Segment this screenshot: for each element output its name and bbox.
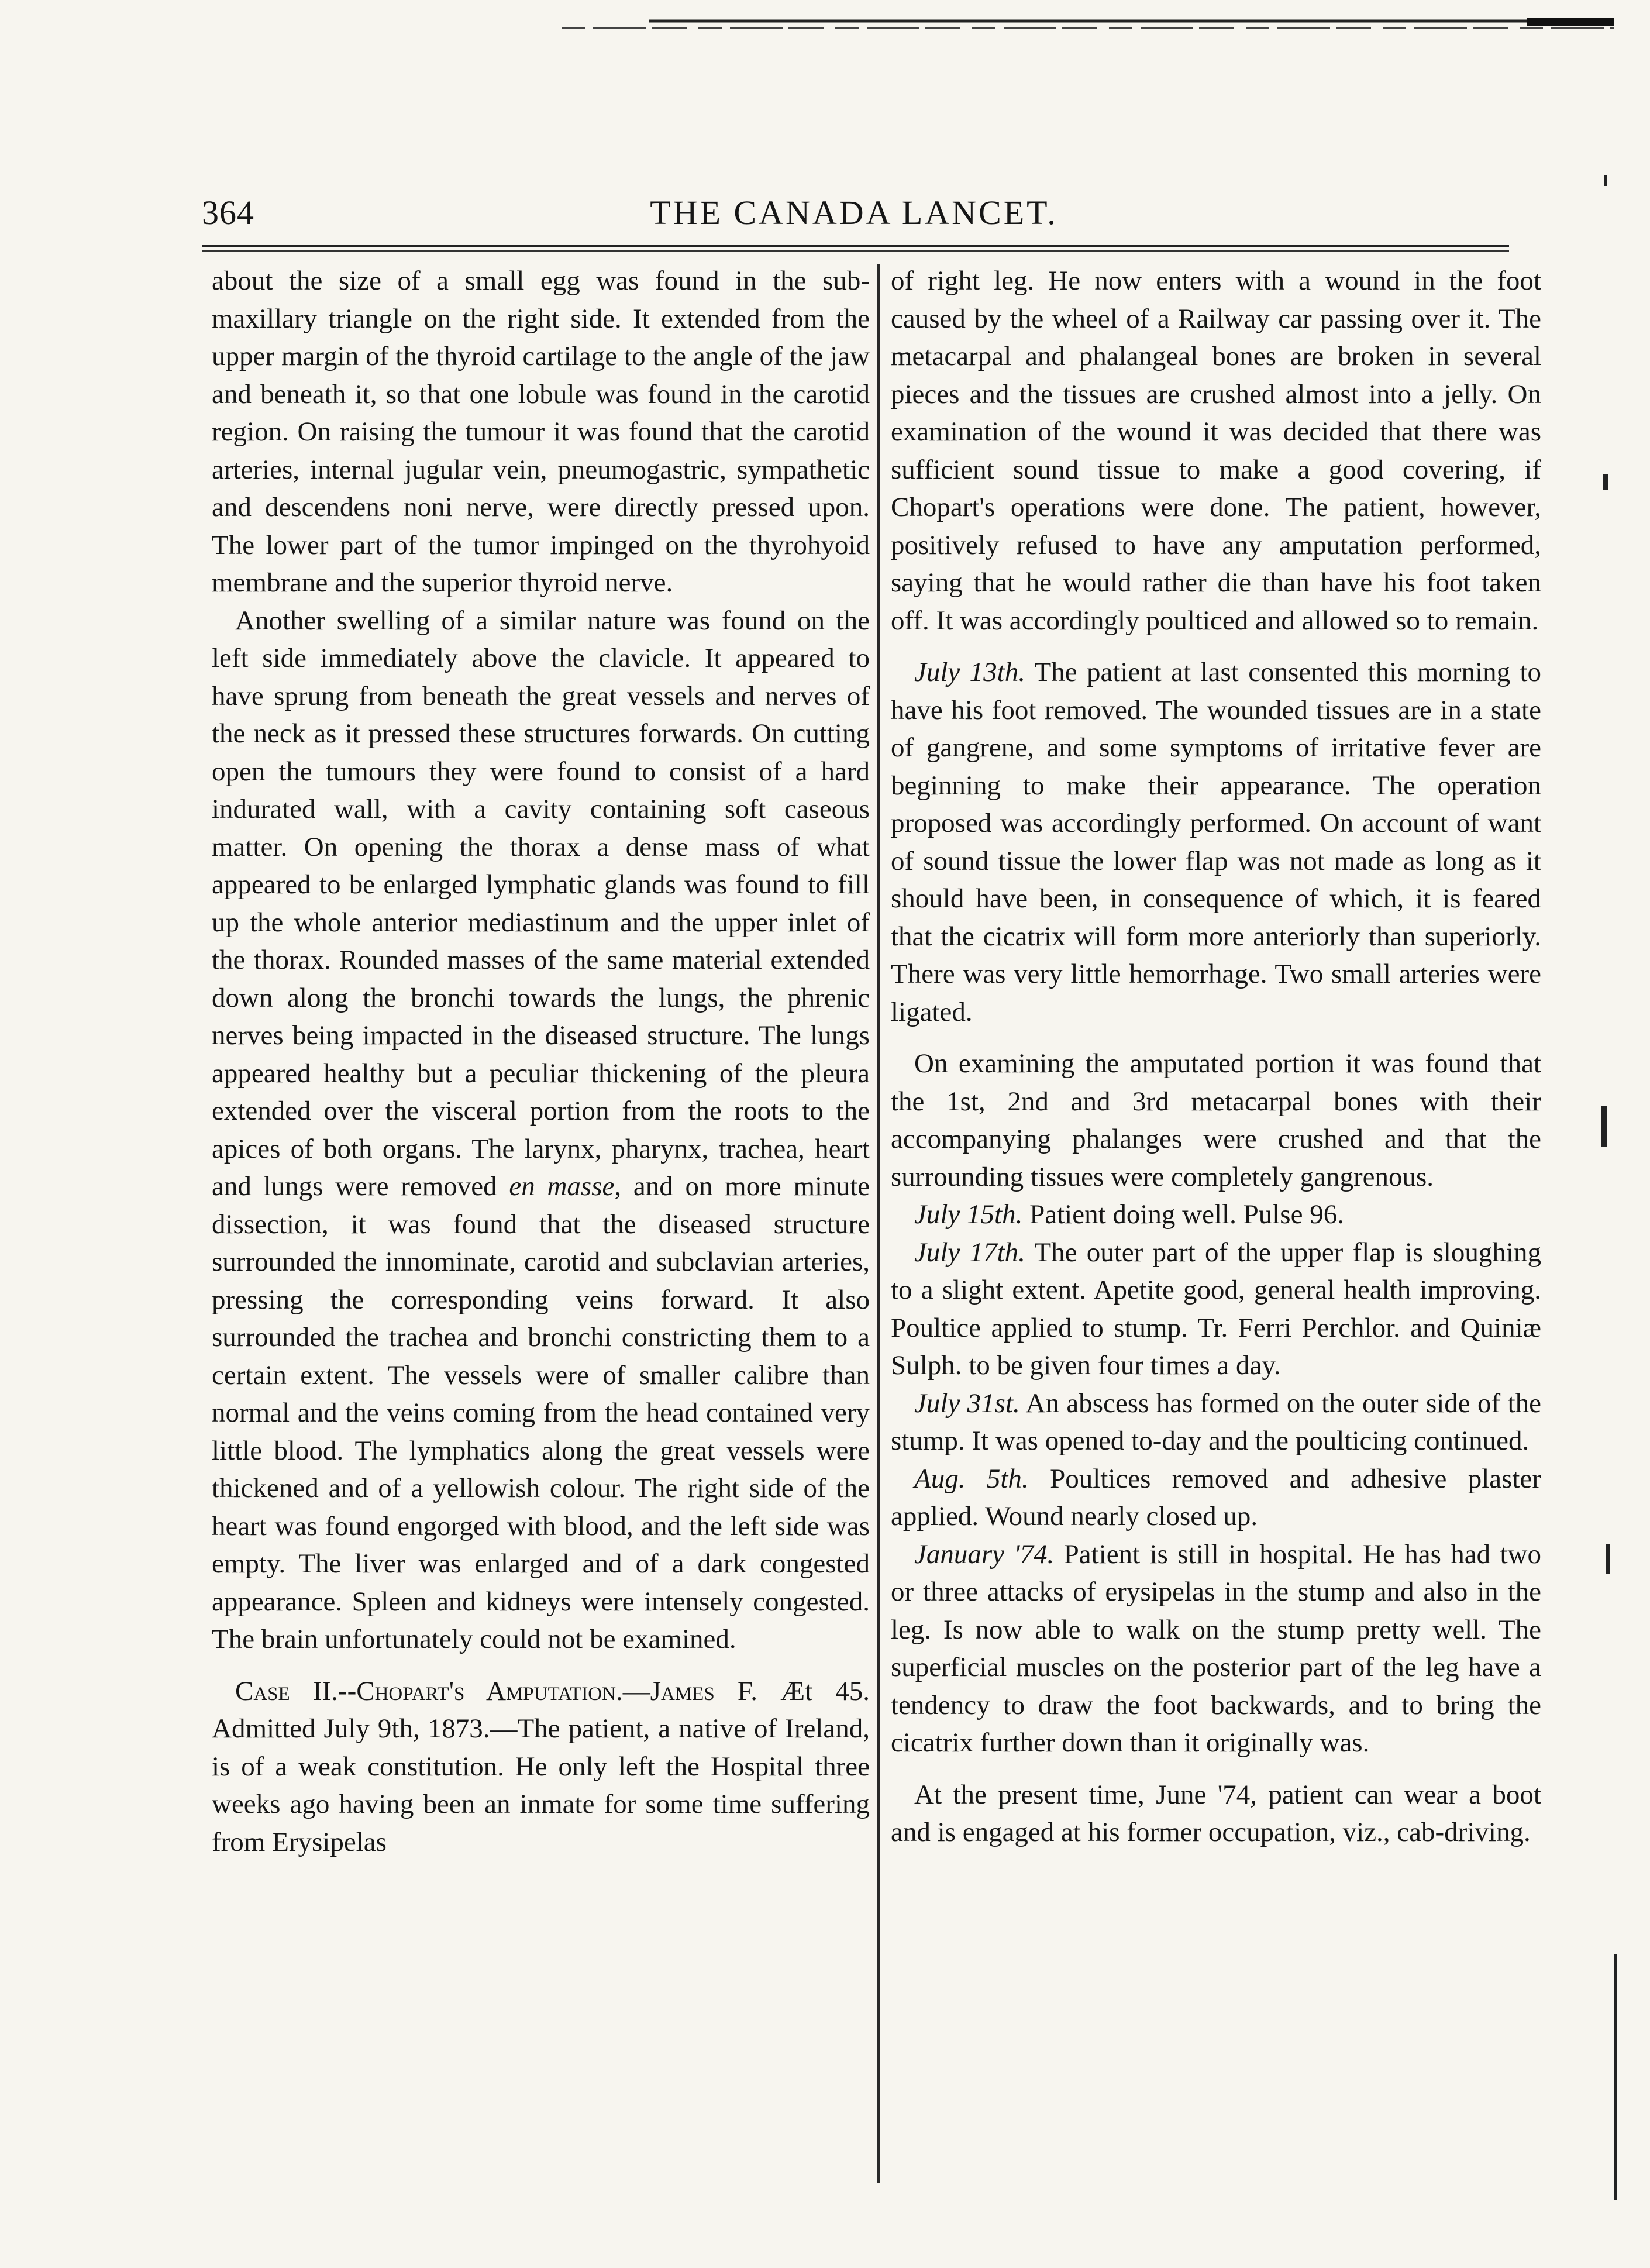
paragraph: At the present time, June '74, patient can wear a boot and is engaged at his former occupation, viz., cab-driving. (891, 1779, 1541, 1847)
text-run: An abscess has formed on the outer side of the stump. It was opened to-day and the poulticing continued. (891, 1388, 1541, 1456)
running-title: THE CANADA LANCET. (650, 194, 1058, 232)
paragraph (212, 602, 870, 1658)
entry-date: July 15th. (914, 1199, 1023, 1230)
right-column (891, 262, 1541, 1851)
entry-paragraph (891, 1536, 1541, 1762)
case-paragraph (212, 1672, 870, 1861)
paragraph: of right leg. He now enters with a wound in the foot caused by the wheel of a Railway car passing over it. The metacarpal and phalangeal bones are broken in several pieces and the tissues are crushed almost into a jelly. On examination of the wound it was decided that there was sufficient sound tissue to make a good covering, if Chopart's operations were done. The patient, however, positively refused to have any amputation performed, saying that he would rather die than have his foot taken off. It was accordingly poulticed and allowed so to remain. (891, 266, 1541, 636)
page-number: 364 (202, 194, 254, 232)
margin-scan-mark (1614, 1954, 1617, 2200)
text-run: Poultices removed and adhesive plaster applied. Wound nearly closed up. (891, 1463, 1541, 1531)
entry-paragraph (891, 1234, 1541, 1385)
paragraph: On examining the amputated portion it was found that the 1st, 2nd and 3rd metacarpal bones with their accompanying phalanges were crushed and that the surrounding tissues were completely gangrenous. (891, 1048, 1541, 1192)
margin-scan-mark (1601, 1106, 1607, 1147)
entry-paragraph (891, 1196, 1541, 1234)
text-run: Patient doing well. Pulse 96. (1022, 1199, 1344, 1230)
text-run: The outer part of the upper flap is sloughing to a slight extent. Apetite good, general health improving. Poultice applied to stump. Tr. Ferri Perchlor. and Quiniæ Sulph. to be given four times a day. (891, 1237, 1541, 1381)
margin-scan-mark (1606, 1544, 1610, 1574)
case-heading: Case II.--Chopart's Amputation.—James F. (235, 1675, 758, 1706)
entry-date: July 31st. (914, 1388, 1020, 1419)
entry-date: January '74. (914, 1539, 1055, 1570)
header-rule (202, 245, 1509, 252)
column-divider (877, 264, 880, 2183)
italic-phrase: en masse (509, 1171, 615, 1202)
page-header (202, 193, 1506, 240)
entry-paragraph (891, 1460, 1541, 1536)
top-printed-rule (562, 18, 1614, 32)
text-run: Æt 45. Admitted July 9th, 1873.—The patient, a native of Ireland, is of a weak constitution. He only left the Hospital three weeks ago having been an inmate for some time suffering from Erysipelas (212, 1675, 870, 1857)
text-run: Patient is still in hospital. He has had two or three attacks of erysipelas in the stump and also in the leg. Is now able to walk on the stump pretty well. The superficial muscles on the posterior part of the leg have a tendency to draw the foot backwards, and to bring the cicatrix further down than it originally was. (891, 1539, 1541, 1758)
paragraph: about the size of a small egg was found in the sub-maxillary triangle on the right side. It extended from the upper margin of the thyroid cartilage to the angle of the jaw and beneath it, so that one lobule was found in the carotid region. On raising the tumour it was found that the carotid arteries, internal jugular vein, pneumogastric, sympathetic and descendens noni nerve, were directly pressed upon. The lower part of the tumor impinged on the thyrohyoid membrane and the superior thyroid nerve. (212, 266, 870, 598)
left-column (212, 262, 870, 1861)
margin-scan-mark (1603, 474, 1608, 490)
entry-date: Aug. 5th. (914, 1463, 1029, 1494)
text-run: , and on more minute dissection, it was found that the diseased structure surrounded the innominate, carotid and subclavian arteries, pressing the corresponding veins forward. It also surrounded the trachea and bronchi constricting them to a certain extent. The vessels were of smaller calibre than normal and the veins coming from the head contained very little blood. The lymphatics along the great vessels were thickened and of a yellowish colour. The right side of the heart was found engorged with blood, and the left side was empty. The liver was enlarged and of a dark congested appearance. Spleen and kidneys were intensely congested. The brain unfortunately could not be examined. (212, 1171, 870, 1654)
entry-paragraph (891, 1385, 1541, 1460)
margin-scan-mark (1604, 175, 1607, 186)
entry-date: July 13th. (914, 657, 1025, 687)
text-run: Another swelling of a similar nature was found on the left side immediately above the clavicle. It appeared to have sprung from beneath the great vessels and nerves of the neck as it pressed these structures forwards. On cutting open the tumours they were found to consist of a hard indurated wall, with a cavity containing soft caseous matter. On opening the thorax a dense mass of what appeared to be enlarged lymphatic glands was found to fill up the whole anterior mediastinum and the upper inlet of the thorax. Rounded masses of the same material extended down along the bronchi towards the lungs, the phrenic nerves being impacted in the diseased structure. The lungs appeared healthy but a peculiar thickening of the pleura extended over the visceral portion from the roots to the apices of both organs. The larynx, pharynx, trachea, heart and lungs were removed (212, 605, 870, 1202)
entry-paragraph (891, 653, 1541, 1031)
entry-date: July 17th. (914, 1237, 1025, 1268)
text-run: The patient at last consented this morning to have his foot removed. The wounded tissues are in a state of gangrene, and some symptoms of irritative fever are beginning to make their appearance. The operation proposed was accordingly performed. On account of want of sound tissue the lower flap was not made as long as it should have been, in consequence of which, it is feared that the cicatrix will form more anteriorly than superiorly. There was very little hemorrhage. Two small arteries were ligated. (891, 657, 1542, 1027)
